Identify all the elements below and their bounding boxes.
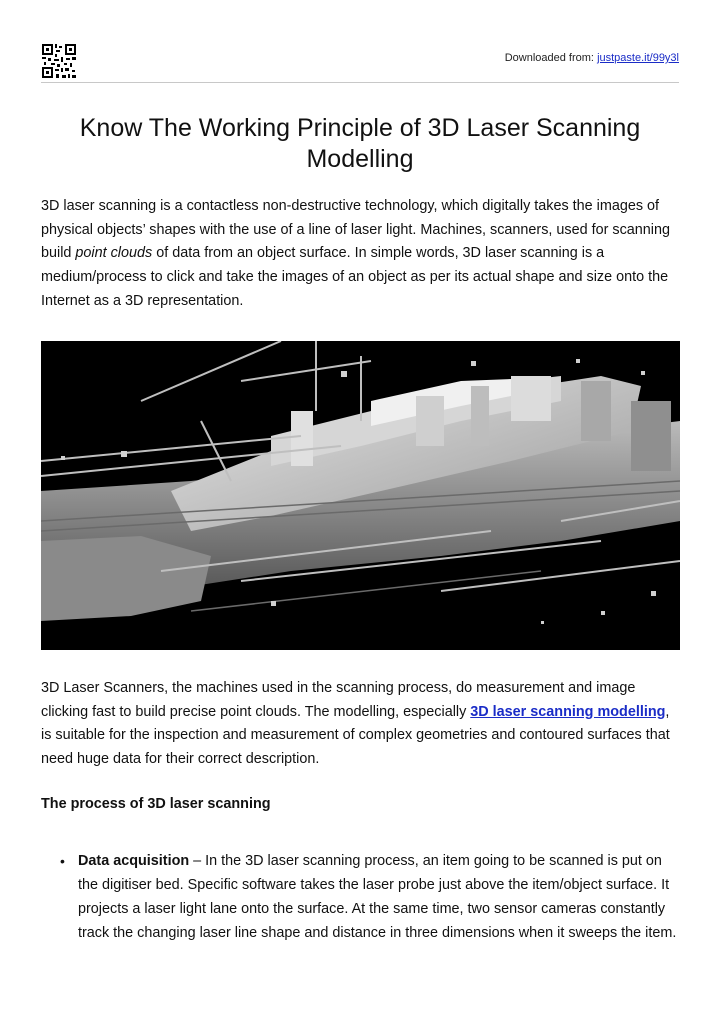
source-link[interactable]: justpaste.it/99y3l [597, 52, 679, 64]
list-item [41, 849, 681, 945]
intro-emphasis: point clouds [75, 245, 153, 262]
scanners-text-2: , is suitable for the inspection and measurement of complex geometries and contoured surfaces that need huge data for their correct description. [41, 703, 670, 768]
laser-scanning-modelling-link[interactable]: 3D laser scanning modelling [470, 703, 666, 720]
intro-paragraph [41, 195, 681, 314]
scanners-paragraph [41, 677, 681, 772]
step-text: – In the 3D laser scanning process, an item going to be scanned is put on the digitiser bed. Specific software takes the laser probe just above the item/object surface. It projects a laser light lane onto the surface. At the same time, two sensor cameras constantly track the changing laser line shape and distance in three dimensions when it sweeps the item. [78, 853, 677, 941]
scanners-text-1: 3D Laser Scanners, the machines used in the scanning process, do measurement and image clicking fast to build precise point clouds. The modelling, especially [41, 680, 636, 720]
qr-code-icon [41, 43, 77, 79]
intro-text-1: 3D laser scanning is a contactless non-destructive technology, which digitally takes the images of physical objects’ shapes with the use of a line of laser light. Machines, scanners, used for scanning build [41, 198, 670, 262]
section-heading: The process of 3D laser scanning [41, 796, 271, 812]
source-line [505, 52, 679, 64]
step-term: Data acquisition [78, 853, 190, 869]
intro-text-2: of data from an object surface. In simple words, 3D laser scanning is a medium/process to click and take the images of an object as per its actual shape and size onto the Internet as a 3D representation. [41, 245, 669, 309]
header-divider [41, 82, 679, 83]
bullet-icon: • [60, 853, 65, 869]
laser-scan-model-image [41, 341, 680, 650]
source-prefix: Downloaded from: [504, 52, 594, 64]
process-steps-list [41, 849, 681, 945]
page-title: Know The Working Principle of 3D Laser Scanning Modelling [79, 114, 641, 173]
